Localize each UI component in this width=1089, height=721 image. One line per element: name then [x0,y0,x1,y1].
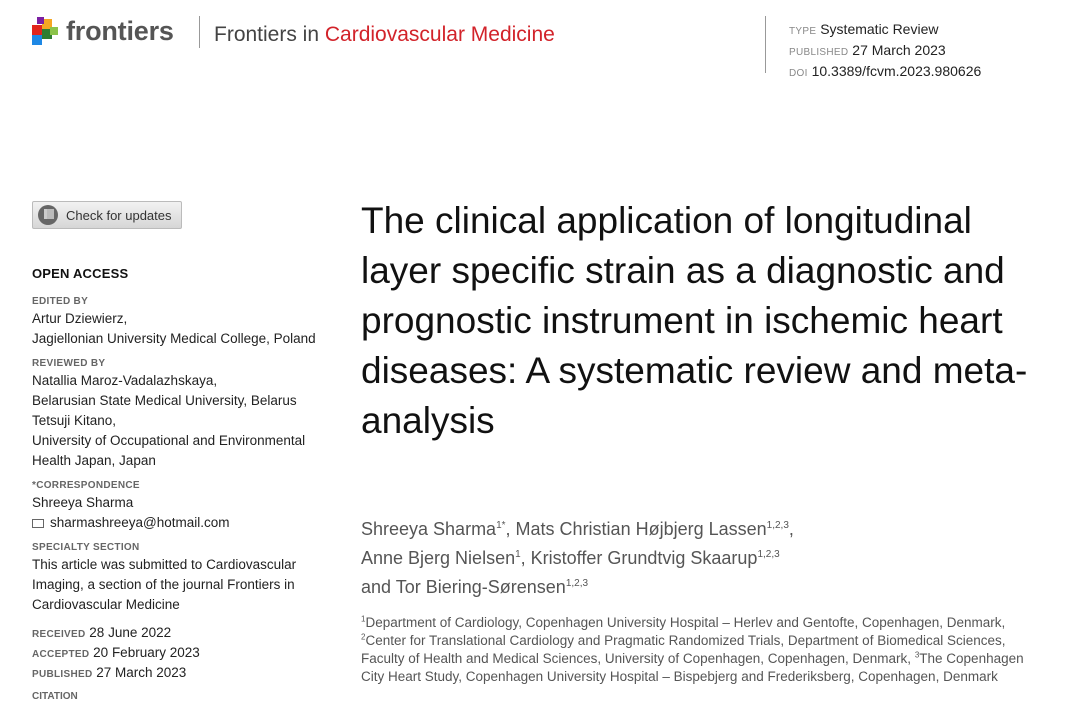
article-meta [789,20,981,83]
affiliation-sup: 2 [361,632,366,642]
affiliations [361,614,1031,686]
specialty-text: This article was submitted to Cardiovascular Imaging, a section of the journal Frontiers in Cardiovascular Medicine [32,557,297,612]
author-sup: 1 [515,549,521,560]
journal-name: Cardiovascular Medicine [324,23,555,46]
published-date: 27 March 2023 [96,665,187,680]
frontiers-logo-icon [32,17,60,47]
edited-by-section [32,295,337,349]
doi-label: DOI [789,68,808,79]
author-list: Shreeya Sharma$^{1*}$, Mats Christian Højbjerg Lassen$^{1,2,3}$, Anne Bjerg Nielsen$^1$, Kristoffer Grundtvig Skaarup$^{1,2,3}$ and Tor Biering-Sørensen$^{1,2,3}$ [361,519,794,597]
published-label: PUBLISHED [789,47,849,58]
header-divider [199,16,200,48]
author-sup: 1,2,3 [565,578,589,589]
and-text: and [361,577,392,597]
correspondence-section [32,479,337,533]
crossmark-icon [38,205,58,225]
accepted-date: 20 February 2023 [93,645,200,660]
author-sup: 1,2,3 [766,520,789,531]
meta-divider [765,16,766,73]
affiliation: The Copenhagen City Heart Study, Copenhagen University Hospital – Bispebjerg and Frederiksberg, Copenhagen, Denmark [361,651,1024,684]
accepted-label: ACCEPTED [32,649,90,660]
correspondence-label: *CORRESPONDENCE [32,480,140,491]
author[interactable]: Kristoffer Grundtvig Skaarup [530,548,758,568]
correspondence-email[interactable]: sharmashreeya@hotmail.com [50,515,230,530]
journal-title[interactable] [214,23,555,47]
reviewer-affiliation: Belarusian State Medical University, Belarus [32,393,297,408]
logo-text: frontiers [66,16,174,46]
check-for-updates-button[interactable] [32,201,182,229]
reviewer-name: Tetsuji Kitano, [32,413,117,428]
received-label: RECEIVED [32,629,86,640]
dates-section [32,623,337,683]
affiliation: Center for Translational Cardiology and Pragmatic Randomized Trials, Department of Biomedical Sciences, Faculty of Health and Medical Sciences, University of Copenhagen, Copenhagen, Denmark, [361,633,1006,666]
published-label: PUBLISHED [32,669,93,680]
type-label: TYPE [789,26,817,37]
open-access-label: OPEN ACCESS [32,266,129,281]
check-for-updates-label: Check for updates [66,207,172,223]
specialty-section [32,541,337,615]
correspondence-email-row [32,513,337,533]
reviewed-by-section [32,357,337,471]
affiliation-sup: 3 [914,650,920,660]
envelope-icon [32,519,44,528]
author[interactable]: Mats Christian Højbjerg Lassen [515,519,767,539]
received-date: 28 June 2022 [89,625,172,640]
frontiers-logo[interactable] [32,16,174,47]
reviewed-by-label: REVIEWED BY [32,358,106,369]
author-sup: 1,2,3 [757,549,780,560]
correspondence-name: Shreeya Sharma [32,495,134,510]
article-title: The clinical application of longitudinal layer specific strain as a diagnostic and prognostic instrument in ischemic heart diseases: A systematic review and meta-analysis [361,200,1028,441]
author-sup: 1* [496,520,506,531]
specialty-label: SPECIALTY SECTION [32,542,140,553]
citation-label: CITATION [32,691,78,702]
affiliation-sup: 1 [361,614,366,624]
editor-affiliation: Jagiellonian University Medical College, Poland [32,331,316,346]
reviewer-name: Natallia Maroz-Vadalazhskaya, [32,373,218,388]
journal-prefix: Frontiers in [214,23,325,46]
editor-name: Artur Dziewierz, [32,311,128,326]
edited-by-label: EDITED BY [32,296,89,307]
journal-header [0,0,1089,90]
doi-link[interactable]: 10.3389/fcvm.2023.980626 [811,63,982,79]
article-sidebar [32,266,337,702]
published-value: 27 March 2023 [852,42,946,58]
affiliation: Department of Cardiology, Copenhagen University Hospital – Herlev and Gentofte, Copenhagen, Denmark, [365,615,1006,630]
type-value: Systematic Review [820,21,939,37]
author[interactable]: Anne Bjerg Nielsen [361,548,516,568]
author[interactable]: Tor Biering-Sørensen [395,577,566,597]
reviewer-affiliation: University of Occupational and Environmental Health Japan, Japan [32,433,306,468]
author[interactable]: Shreeya Sharma [361,519,497,539]
